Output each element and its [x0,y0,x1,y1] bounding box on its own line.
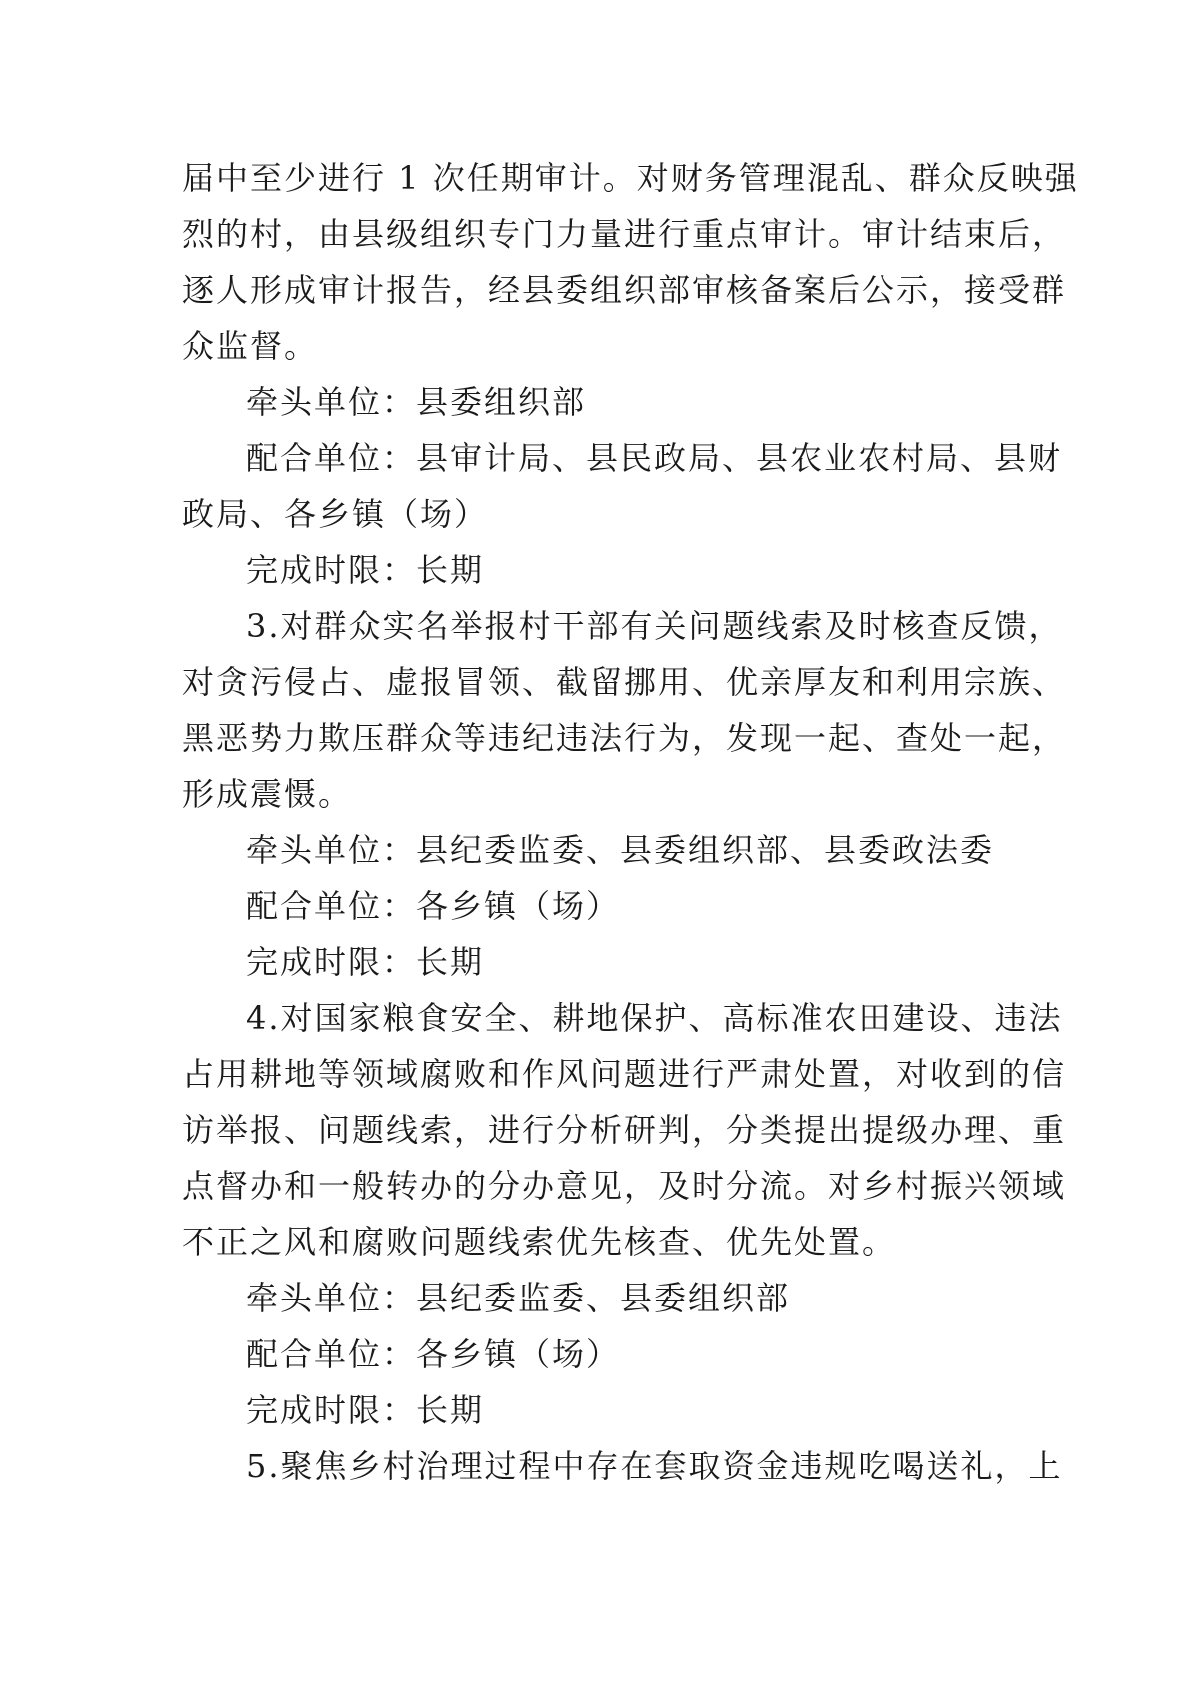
cooperating-unit-line: 配合单位：各乡镇（场） [246,887,621,925]
cooperating-unit-line: 配合单位：县审计局、县民政局、县农业农村局、县财 [246,439,1063,477]
item-4-line: 不正之风和腐败问题线索优先核查、优先处置。 [182,1223,897,1261]
item-4-line: 4.对国家粮食安全、耕地保护、高标准农田建设、违法 [246,999,1063,1037]
paragraph-line: 众监督。 [182,327,319,365]
lead-unit-line: 牵头单位：县纪委监委、县委组织部、县委政法委 [246,831,995,869]
lead-unit-line: 牵头单位：县纪委监委、县委组织部 [246,1279,791,1317]
item-5-line: 5.聚焦乡村治理过程中存在套取资金违规吃喝送礼，上 [246,1447,1063,1485]
item-4-line: 占用耕地等领域腐败和作风问题进行严肃处置，对收到的信 [182,1055,1067,1093]
paragraph-line: 届中至少进行 1 次任期审计。对财务管理混乱、群众反映强 [182,159,1079,197]
item-4-line: 点督办和一般转办的分办意见，及时分流。对乡村振兴领域 [182,1167,1067,1205]
paragraph-line: 烈的村，由县级组织专门力量进行重点审计。审计结束后， [182,215,1067,253]
lead-unit-line: 牵头单位：县委组织部 [246,383,587,421]
paragraph-line: 逐人形成审计报告，经县委组织部审核备案后公示，接受群 [182,271,1067,309]
deadline-line: 完成时限：长期 [246,551,485,589]
item-3-line: 3.对群众实名举报村干部有关问题线索及时核查反馈， [246,607,1063,645]
deadline-line: 完成时限：长期 [246,1391,485,1429]
item-3-line: 对贪污侵占、虚报冒领、截留挪用、优亲厚友和利用宗族、 [182,663,1067,701]
cooperating-unit-line: 配合单位：各乡镇（场） [246,1335,621,1373]
item-4-line: 访举报、问题线索，进行分析研判，分类提出提级办理、重 [182,1111,1067,1149]
item-3-line: 形成震慑。 [182,775,353,813]
item-3-line: 黑恶势力欺压群众等违纪违法行为，发现一起、查处一起， [182,719,1067,757]
cooperating-unit-line: 政局、各乡镇（场） [182,495,489,533]
deadline-line: 完成时限：长期 [246,943,485,981]
